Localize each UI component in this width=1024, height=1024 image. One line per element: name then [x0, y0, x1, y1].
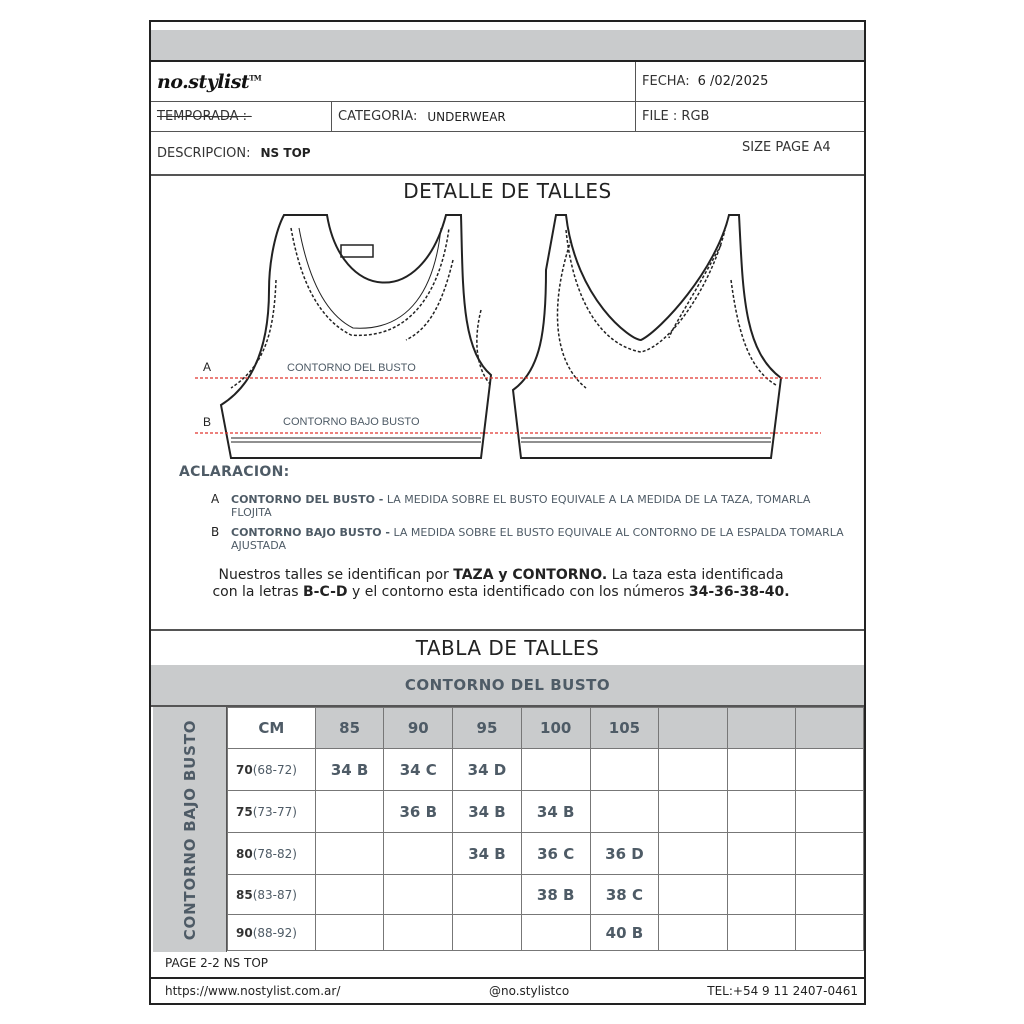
size-cell: 38 B: [521, 875, 590, 915]
size-cell: [727, 915, 796, 951]
size-cell: [590, 749, 659, 791]
size-cell: 38 C: [590, 875, 659, 915]
contorno-del-busto-header: CONTORNO DEL BUSTO: [151, 665, 864, 707]
label-contorno-bajo-busto: CONTORNO BAJO BUSTO: [283, 416, 420, 428]
size-table-row: [228, 791, 864, 833]
instagram-handle[interactable]: @no.stylistco: [489, 984, 570, 998]
file-cell: [635, 102, 868, 131]
aclaracion-text: CONTORNO DEL BUSTO - LA MEDIDA SOBRE EL BUSTO EQUIVALE A LA MEDIDA DE LA TAZA, TOMARLA FLOJITA: [231, 493, 811, 519]
brand-logo: no.stylist™: [157, 70, 262, 93]
size-cell: 36 C: [521, 833, 590, 875]
detalle-title: DETALLE DE TALLES: [403, 179, 612, 203]
talles-note: Nuestros talles se identifican por TAZA y CONTORNO. La taza esta identificada con la letras B-C-D y el contorno esta identificado con los números 34-36-38-40.: [212, 567, 790, 600]
size-cell: [521, 915, 590, 951]
row-label: 80(78-82): [228, 833, 316, 875]
size-cell: [315, 791, 384, 833]
column-header: 95: [453, 708, 522, 749]
size-cell: 36 B: [384, 791, 453, 833]
size-cell: 36 D: [590, 833, 659, 875]
corner-cm: CM: [228, 708, 316, 749]
size-cell: [384, 875, 453, 915]
categoria-value: UNDERWEAR: [427, 109, 506, 124]
column-header: [727, 708, 796, 749]
size-cell: [590, 791, 659, 833]
header-row-brand: [151, 62, 864, 102]
size-cell: 34 B: [315, 749, 384, 791]
temporada-label: TEMPORADA :-: [157, 109, 252, 124]
size-cell: [796, 791, 864, 833]
section-divider: [151, 629, 864, 631]
size-page-cell: [736, 132, 866, 174]
size-table-header-row: [228, 708, 864, 749]
fecha-cell: [635, 62, 868, 101]
temporada-cell: [151, 102, 331, 131]
header-row-temporada: [151, 102, 864, 132]
header-row-descripcion: [151, 132, 864, 176]
size-table-row: [228, 833, 864, 875]
brand-cell: [151, 62, 635, 101]
size-cell: [453, 915, 522, 951]
column-header: 85: [315, 708, 384, 749]
size-cell: 34 D: [453, 749, 522, 791]
descripcion-cell: [151, 132, 631, 174]
fecha-label: FECHA:: [642, 74, 690, 89]
row-label: 85(83-87): [228, 875, 316, 915]
size-cell: [727, 791, 796, 833]
size-cell: [659, 833, 728, 875]
marker-a: A: [203, 360, 212, 374]
size-cell: 34 C: [384, 749, 453, 791]
size-table-row: [228, 915, 864, 951]
size-cell: [315, 875, 384, 915]
size-cell: [659, 749, 728, 791]
row-label: 70(68-72): [228, 749, 316, 791]
size-cell: 40 B: [590, 915, 659, 951]
back-view-drawing: [513, 215, 781, 458]
aclaracion-letter: A: [211, 492, 220, 506]
website-link[interactable]: https://www.nostylist.com.ar/: [165, 984, 341, 998]
label-contorno-busto: CONTORNO DEL BUSTO: [287, 362, 416, 374]
size-cell: [659, 791, 728, 833]
garment-sketch: [191, 190, 821, 465]
marker-b: B: [203, 415, 212, 429]
fecha-value: 6 /02/2025: [697, 74, 769, 89]
size-cell: [727, 749, 796, 791]
size-cell: [521, 749, 590, 791]
column-header: 100: [521, 708, 590, 749]
file-label: FILE : RGB: [642, 109, 710, 124]
size-page: SIZE PAGE A4: [742, 140, 831, 155]
size-cell: [796, 833, 864, 875]
categoria-cell: [331, 102, 635, 131]
size-cell: [727, 833, 796, 875]
footer-bar: [151, 977, 864, 1005]
size-cell: [796, 749, 864, 791]
size-cell: [384, 833, 453, 875]
size-cell: 34 B: [521, 791, 590, 833]
size-table: [227, 707, 864, 951]
descripcion-value: NS TOP: [260, 146, 311, 160]
size-cell: [796, 875, 864, 915]
contorno-bajo-busto-header: CONTORNO BAJO BUSTO: [153, 707, 227, 952]
top-gray-bar: [151, 30, 864, 62]
column-header: [796, 708, 864, 749]
size-cell: [453, 875, 522, 915]
size-cell: [659, 915, 728, 951]
aclaracion-item-b: [201, 525, 844, 554]
size-cell: [659, 875, 728, 915]
spec-sheet: [149, 20, 866, 1005]
size-table-row: [228, 875, 864, 915]
aclaracion-title: ACLARACION:: [179, 464, 290, 480]
size-cell: 34 B: [453, 791, 522, 833]
size-cell: [727, 875, 796, 915]
column-header: 90: [384, 708, 453, 749]
size-cell: [315, 833, 384, 875]
column-header: 105: [590, 708, 659, 749]
categoria-label: CATEGORIA:: [338, 109, 418, 124]
size-cell: [384, 915, 453, 951]
page-number: PAGE 2-2 NS TOP: [165, 956, 268, 970]
descripcion-label: DESCRIPCION:: [157, 145, 251, 161]
tabla-title: TABLA DE TALLES: [415, 636, 600, 660]
size-table-row: [228, 749, 864, 791]
size-cell: [315, 915, 384, 951]
aclaracion-item-a: [201, 493, 841, 521]
aclaracion-text: CONTORNO BAJO BUSTO - LA MEDIDA SOBRE EL BUSTO EQUIVALE AL CONTORNO DE LA ESPALDA TOMARLA AJUSTADA: [231, 526, 844, 552]
phone-number: TEL:+54 9 11 2407-0461: [707, 984, 858, 998]
column-header: [659, 708, 728, 749]
size-cell: 34 B: [453, 833, 522, 875]
row-label: 90(88-92): [228, 915, 316, 951]
size-cell: [796, 915, 864, 951]
row-label: 75(73-77): [228, 791, 316, 833]
aclaracion-letter: B: [211, 525, 220, 539]
